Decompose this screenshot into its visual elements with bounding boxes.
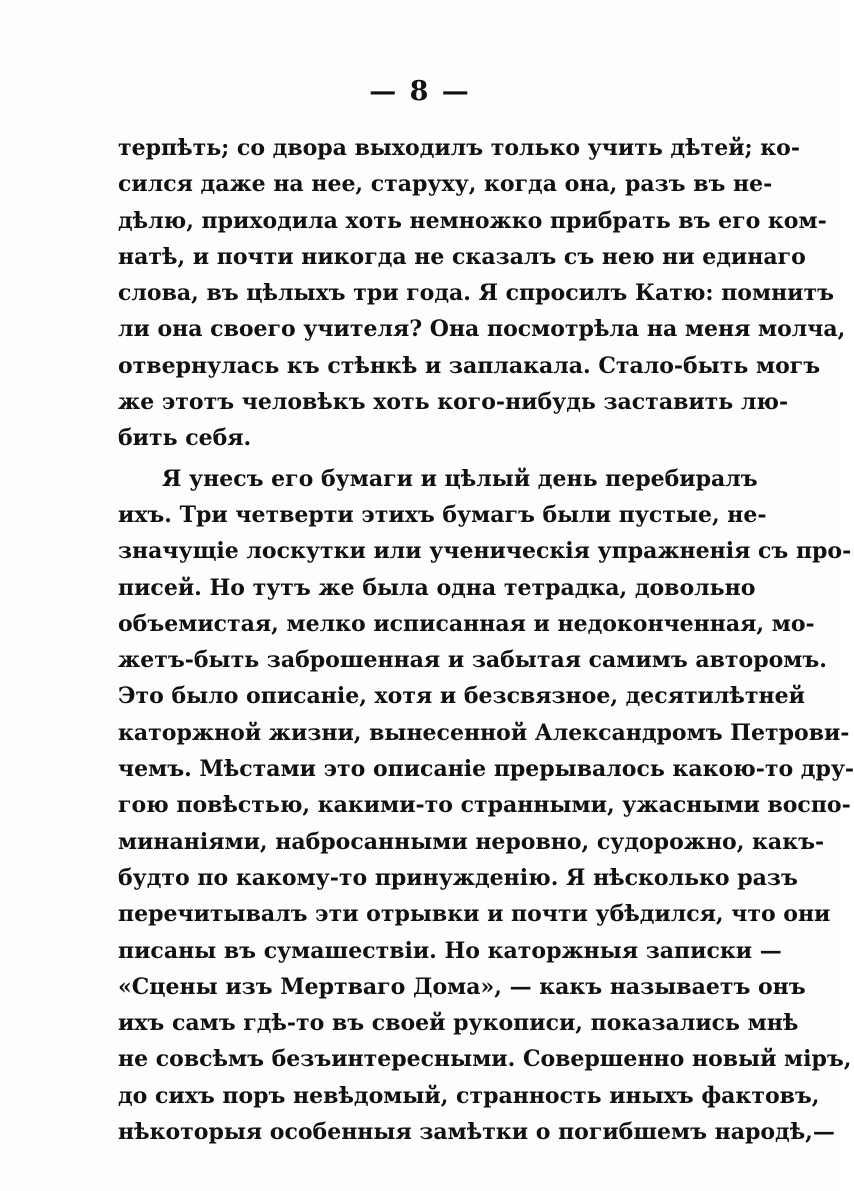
text-line: ихъ самъ гдѣ-то въ своей рукописи, показались мнѣ [118,1010,799,1037]
text-line: сился даже на нее, старуху, когда она, разъ въ не- [118,171,773,198]
paragraph-1 [118,130,846,457]
text-line: значущіе лоскутки или ученическія упражненія съ про- [118,538,852,565]
text-line: каторжной жизни, вынесенной Александромъ Петрови- [118,719,850,746]
text-line: отвернулась къ стѣнкѣ и заплакала. Стало-быть могъ [118,352,821,379]
text-line: гою повѣстью, какими-то странными, ужасными воспо- [118,792,851,819]
text-line: «Сцены изъ Мертваго Дома», — какъ называетъ онъ [118,973,806,1000]
text-line: до сихъ поръ невѣдомый, странность иныхъ фактовъ, [118,1082,820,1109]
text-line: слова, въ цѣлыхъ три года. Я спросилъ Катю: помнитъ [118,280,835,307]
text-line: дѣлю, приходила хоть немножко прибрать въ его ком- [118,207,827,234]
text-line: же этотъ человѣкъ хоть кого-нибудь заставить лю- [118,389,789,416]
text-line: Я унесъ его бумаги и цѣлый день перебиралъ [162,465,758,492]
text-line: натѣ, и почти никогда не сказалъ съ нею ни единаго [118,243,806,270]
text-line: перечитывалъ эти отрывки и почти убѣдился, что они [118,901,831,928]
text-line: объемистая, мелко исписанная и недоконченная, мо- [118,610,815,637]
text-line: нѣкоторыя особенныя замѣтки о погибшемъ народѣ,— [118,1119,835,1146]
text-line: будто по какому-то принужденію. Я нѣсколько разъ [118,864,798,891]
body-text [118,130,854,1150]
text-line: не совсѣмъ безъинтересными. Совершенно новый міръ, [118,1046,852,1073]
text-line: Это было описаніе, хотя и безсвязное, десятилѣтней [118,683,805,710]
text-line: писей. Но тутъ же была одна тетрадка, довольно [118,574,756,601]
text-line: терпѣть; со двора выходилъ только учить дѣтей; ко- [118,135,800,161]
text-line: чемъ. Мѣстами это описаніе прерывалось какою-то дру- [118,756,854,783]
text-line: бить себя. [118,425,252,452]
text-line: жетъ-быть заброшенная и забытая самимъ авторомъ. [118,647,827,674]
text-line: ихъ. Три четверти этихъ бумагъ были пустые, не- [118,501,767,528]
text-line: минаніями, набросанными неровно, судорожно, какъ- [118,828,825,855]
page-number: — 8 — [369,76,471,107]
text-line: писаны въ сумашествіи. Но каторжныя записки — [118,937,782,964]
paragraph-2 [118,461,854,1151]
text-line: ли она своего учителя? Она посмотрѣла на меня молча, [118,316,846,343]
